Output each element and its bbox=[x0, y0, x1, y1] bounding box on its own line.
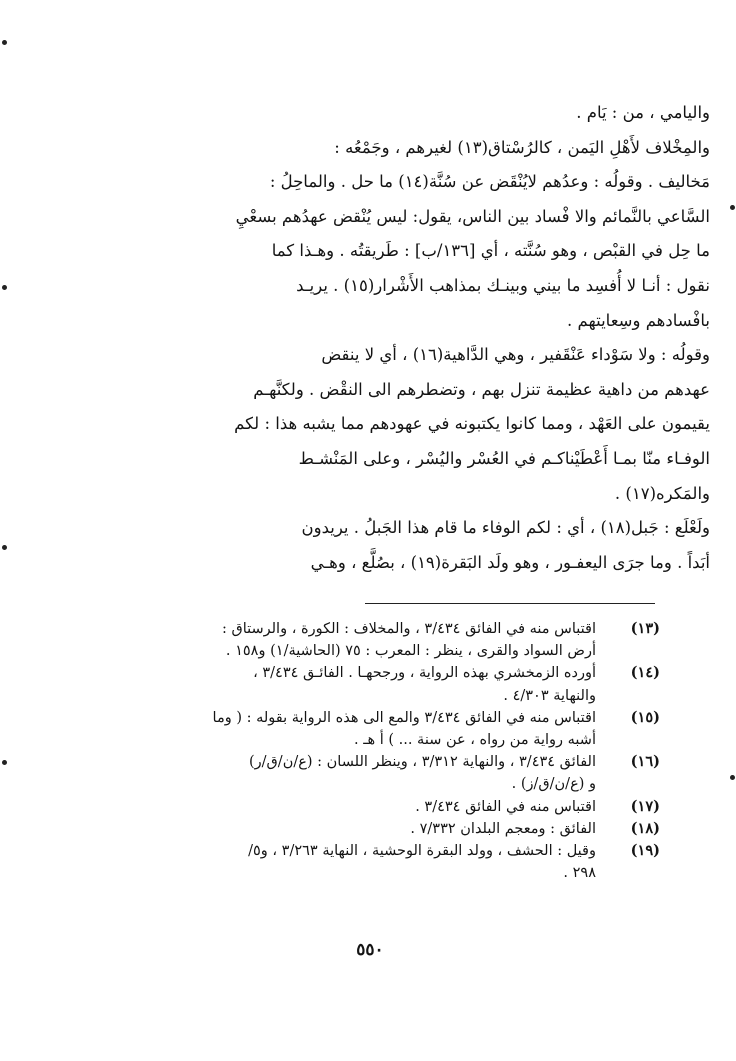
margin-mark bbox=[2, 285, 7, 290]
footnote-divider bbox=[365, 603, 655, 604]
footnote-text: وقيل : الحشف ، وولد البقرة الوحشية ، النهاية ٣/٢٦٣ ، و٥/ bbox=[248, 843, 596, 860]
text-line: والمَكره(١٧) . bbox=[614, 483, 710, 503]
footnote-text: الفائق ٣/٤٣٤ ، والنهاية ٣/٣١٢ ، وينظر اللسان : (ع/ن/ق/ر) bbox=[249, 754, 596, 771]
footnote-number: (١٤) bbox=[630, 664, 660, 682]
text-line: نقول : أنـا لا أُفسِد ما بيني وبينـك بمذاهب الأَشْرار(١٥) . يريـد bbox=[296, 275, 710, 295]
footnote bbox=[100, 618, 660, 662]
text-line: بافْسادهم وسِعايتهم . bbox=[567, 310, 710, 330]
page-number: ٥٥٠ bbox=[356, 940, 384, 960]
margin-mark bbox=[2, 545, 7, 550]
footnote-text: ٢٩٨ . bbox=[563, 865, 596, 882]
footnote-number: (١٣) bbox=[630, 620, 660, 637]
text-line: ما حِل في القبْص ، وهو سُنَّته ، أي [١٣٦/ب] : طَريقتُه . وهـذا كما bbox=[271, 241, 710, 261]
footnote-text: و (ع/ن/ق/ز) . bbox=[511, 776, 596, 793]
footnote bbox=[100, 751, 660, 795]
footnote bbox=[100, 818, 660, 840]
margin-mark bbox=[730, 205, 735, 210]
footnote-text: أورده الزمخشري بهذه الرواية ، ورجحهـا . الفائـق ٣/٤٣٤ ، bbox=[253, 665, 596, 682]
footnote-number: (١٥) bbox=[630, 708, 660, 726]
footnote bbox=[100, 796, 660, 818]
text-line: أبَداً . وما جرَى اليعفـور ، وهو ولَد البَقرة(١٩) ، بصُلَّع ، وهـي bbox=[310, 552, 710, 572]
text-line: والمِخْلاف لأَهْلِ اليَمن ، كالرُسْتاق(١٣) لغيرهم ، وجَمْعُه : bbox=[334, 137, 710, 157]
margin-mark bbox=[730, 775, 735, 780]
text-line: عهدهم من داهية عظيمة تنزل بهم ، وتضطرهم الى النقْض . ولكنَّهـم bbox=[253, 379, 710, 399]
text-line: يقيمون على العَهْد ، ومما كانوا يكتبونه في عهودهم مما يشبه هذا : لكم bbox=[234, 414, 710, 434]
footnote-text: والنهاية ٤/٣٠٣ . bbox=[503, 687, 596, 704]
footnote-number: (١٧) bbox=[630, 797, 660, 815]
main-text bbox=[60, 96, 710, 580]
footnote-number: (١٨) bbox=[630, 819, 660, 837]
text-line: السَّاعي بالنَّمائم والا فْساد بين الناس، يقول: ليس يُنْقض عهدُهم بسعْيِ bbox=[235, 206, 710, 226]
text-line: واليامي ، من : يَام . bbox=[576, 103, 710, 122]
text-line: ولَعْلَع : جَبل(١٨) ، أي : لكم الوفاء ما قام هذا الجَبلُ . يريدون bbox=[301, 518, 710, 538]
text-line: الوفـاء منّا بمـا أَعْطَيْناكـم في العُسْر واليُسْر ، وعلى المَنْشـط bbox=[298, 448, 710, 468]
margin-mark bbox=[2, 40, 7, 45]
footnote-number: (١٩) bbox=[630, 842, 660, 860]
text-line: وقولُه : ولا سَوْداء عَنْقَفير ، وهي الدَّاهية(١٦) ، أي لا ينقض bbox=[321, 345, 710, 365]
footnote-text: اقتباس منه في الفائق ٣/٤٣٤ . bbox=[415, 798, 596, 815]
footnote bbox=[100, 707, 660, 751]
footnote-text: أشبه رواية من رواه ، عن سنة ... ) أ هـ . bbox=[354, 732, 596, 749]
footnote-text: أرض السواد والقرى ، ينظر : المعرب : ٧٥ (الحاشية/١) و١٥٨ . bbox=[225, 643, 596, 660]
text-line: مَخاليف . وقولُه : وعدُهم لايُنْقَض عن سُنَّة(١٤) ما حل . والماحِلُ : bbox=[269, 172, 710, 192]
footnote-text: اقتباس منه في الفائق ٣/٤٣٤ ، والمخلاف : الكورة ، والرستاق : bbox=[221, 621, 596, 637]
footnote-text: اقتباس منه في الفائق ٣/٤٣٤ والمع الى هذه الرواية بقوله : ( وما bbox=[212, 709, 596, 726]
footnotes bbox=[100, 618, 660, 884]
margin-mark bbox=[2, 760, 7, 765]
footnote bbox=[100, 840, 660, 884]
footnote bbox=[100, 662, 660, 706]
footnote-number: (١٦) bbox=[630, 753, 660, 771]
footnote-text: الفائق : ومعجم البلدان ٧/٣٣٢ . bbox=[410, 820, 596, 837]
